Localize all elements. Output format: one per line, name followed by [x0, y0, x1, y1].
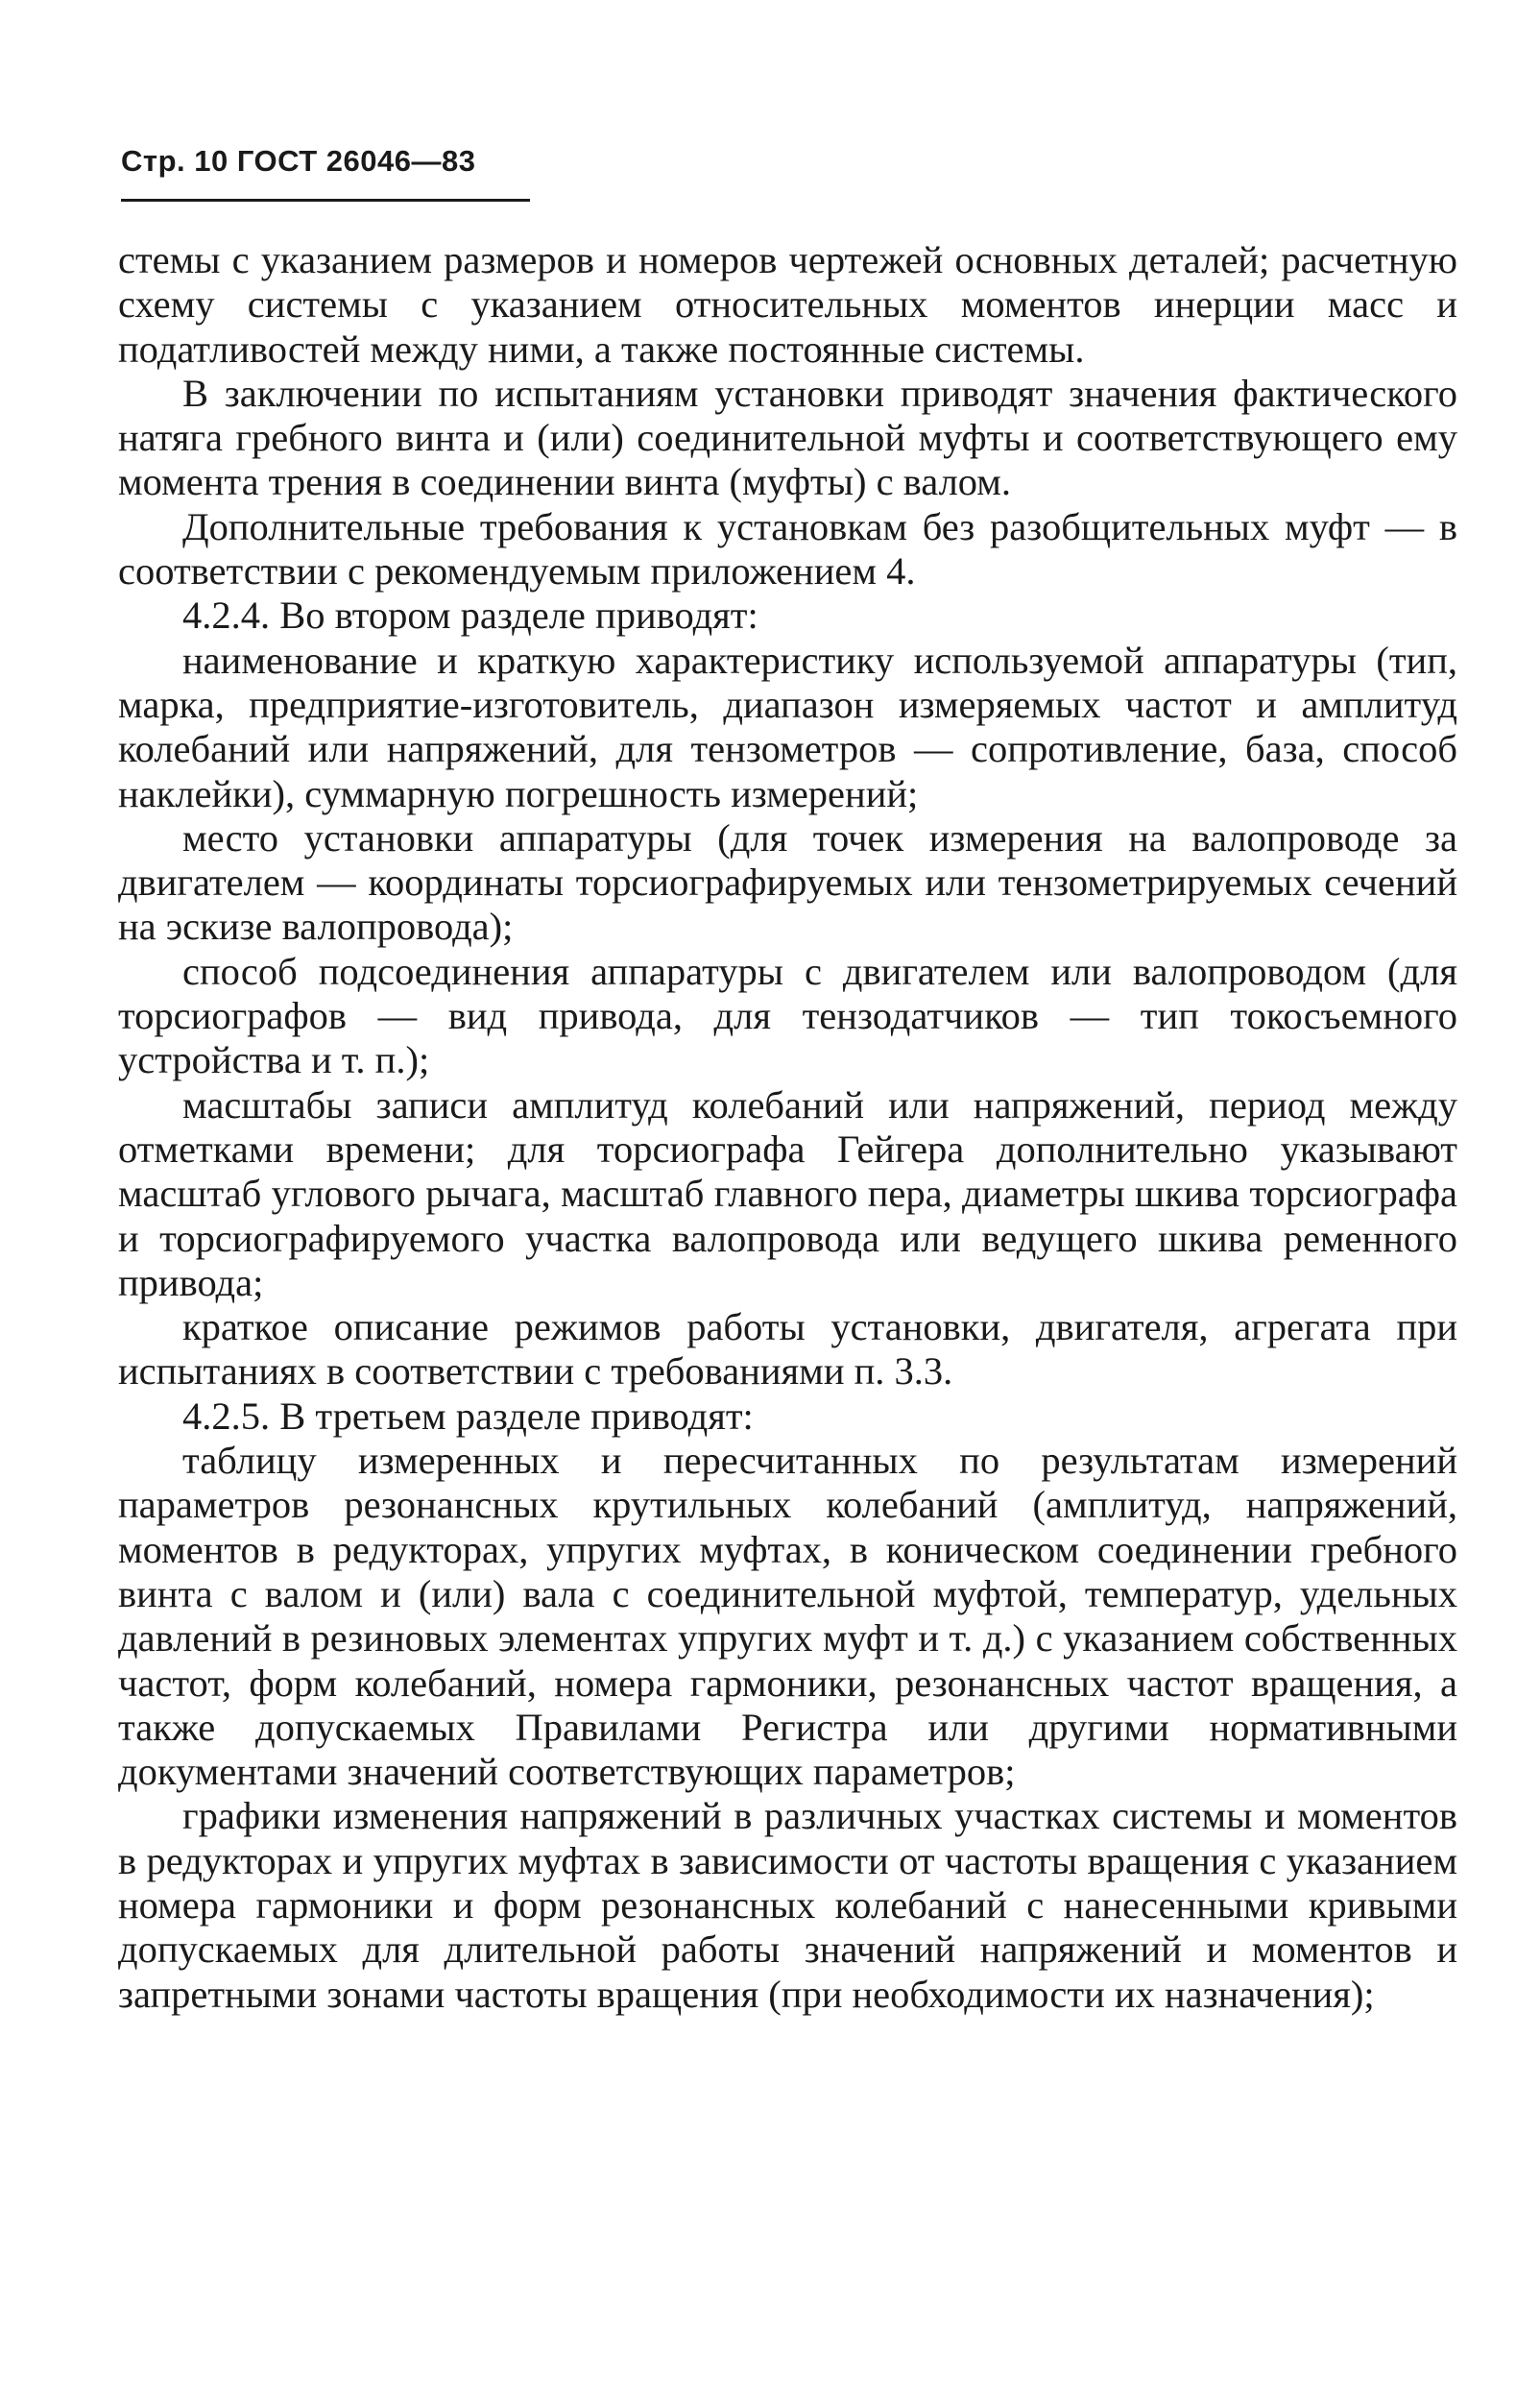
- header-rule: [121, 199, 530, 202]
- body-text: [118, 238, 1457, 2017]
- paragraph: таблицу измеренных и пересчитанных по результатам измерений параметров резонансных крутильных колебаний (амплитуд, напряжений, моментов в редукторах, упругих муфтах, в коническом соединении гребного винта с валом и (или) вала с соединительной муфтой, температур, удельных давлений в резиновых элементах упругих муфт и т. д.) с указанием собственных частот, форм колебаний, номера гармоники, резонансных частот вращения, а также допускаемых Правилами Регистра или другими нормативными документами значений соответствующих параметров;: [118, 1439, 1457, 1794]
- paragraph: краткое описание режимов работы установки, двигателя, агрегата при испытаниях в соответствии с требованиями п. 3.3.: [118, 1305, 1457, 1394]
- page-header: Стр. 10 ГОСТ 26046—83: [121, 144, 476, 178]
- paragraph: наименование и краткую характеристику используемой аппаратуры (тип, марка, предприятие-изготовитель, диапазон измеряемых частот и амплитуд колебаний или напряжений, для тензометров — сопротивление, база, способ наклейки), суммарную погрешность измерений;: [118, 638, 1457, 815]
- paragraph: Дополнительные требования к установкам без разобщительных муфт — в соответствии с рекомендуемым приложением 4.: [118, 504, 1457, 594]
- paragraph: место установки аппаратуры (для точек измерения на валопроводе за двигателем — координаты торсиографируемых или тензометрируемых сечений на эскизе валопровода);: [118, 815, 1457, 949]
- paragraph: способ подсоединения аппаратуры с двигателем или валопроводом (для торсиографов — вид привода, для тензодатчиков — тип токосъемного устройства и т. п.);: [118, 949, 1457, 1082]
- section-heading: 4.2.4. Во втором разделе приводят:: [182, 594, 758, 638]
- paragraph: стемы с указанием размеров и номеров чертежей основных деталей; расчетную схему системы с указанием относительных моментов инерции масс и податливостей между ними, а также постоянные системы.: [118, 238, 1457, 371]
- paragraph: масштабы записи амплитуд колебаний или напряжений, период между отметками времени; для торсиографа Гейгера дополнительно указывают масштаб углового рычага, масштаб главного пера, диаметры шкива торсиографа и торсиографируемого участка валопровода или ведущего шкива ременного привода;: [118, 1082, 1457, 1304]
- paragraph: В заключении по испытаниям установки приводят значения фактического натяга гребного винта и (или) соединительной муфты и соответствующего ему момента трения в соединении винта (муфты) с валом.: [118, 371, 1457, 504]
- section-heading: 4.2.5. В третьем разделе приводят:: [182, 1394, 754, 1438]
- paragraph: графики изменения напряжений в различных участках системы и моментов в редукторах и упругих муфтах в зависимости от частоты вращения с указанием номера гармоники и форм резонансных колебаний с нанесенными кривыми допускаемых для длительной работы значений напряжений и моментов и запретными зонами частоты вращения (при необходимости их назначения);: [118, 1794, 1457, 2016]
